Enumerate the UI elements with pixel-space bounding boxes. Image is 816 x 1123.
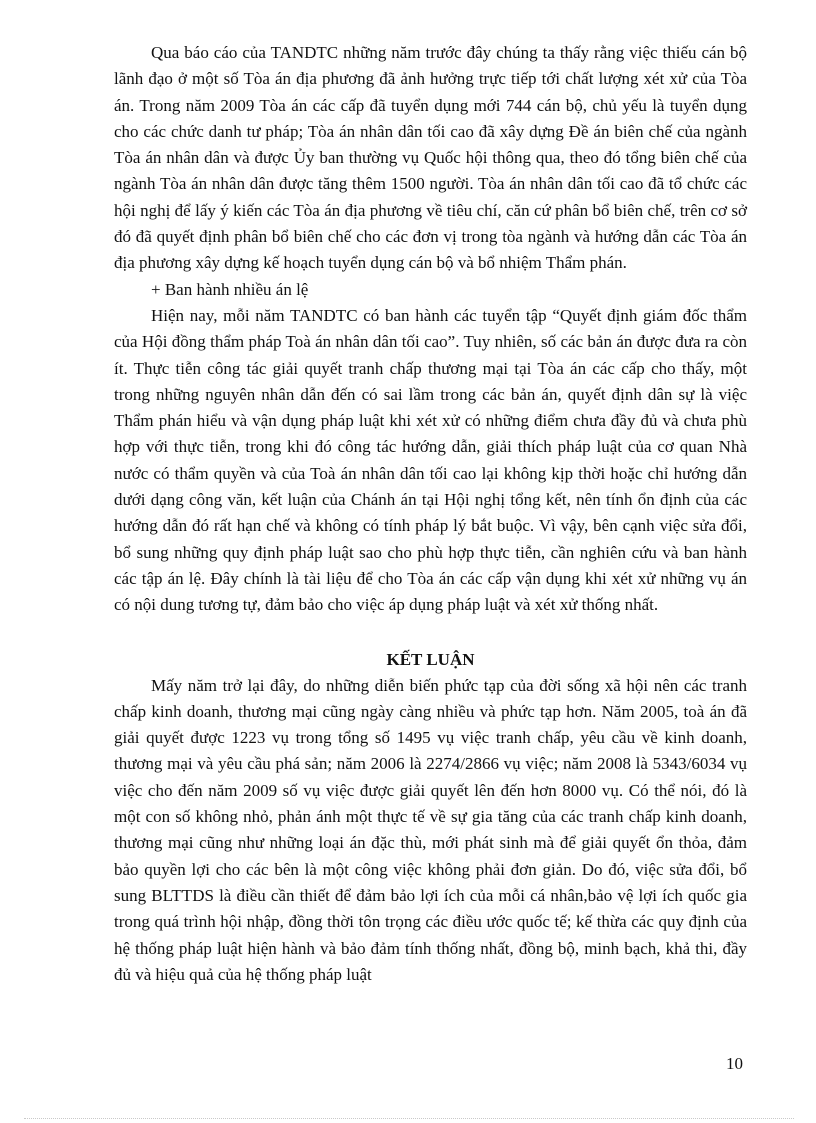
bullet-precedents: + Ban hành nhiều án lệ	[151, 279, 309, 299]
document-body	[114, 40, 747, 988]
paragraph-precedents: Hiện nay, mỗi năm TANDTC có ban hành các tuyển tập “Quyết định giám đốc thẩm của Hội đồng thẩm pháp Toà án nhân dân tối cao”. Tuy nhiên, số các bản án được đưa ra còn ít. Thực tiễn công tác giải quyết tranh chấp thương mại tại Tòa án các cấp cho thấy, một trong những nguyên nhân dẫn đến có sai lầm trong các bản án, quyết định dân sự là việc Thẩm phán hiểu và vận dụng pháp luật khi xét xử có những điểm chưa đầy đủ và chưa phù hợp với thực tiễn, trong khi đó công tác hướng dẫn, giải thích pháp luật của cơ quan Nhà nước có thẩm quyền và của Toà án nhân dân tối cao lại không kịp thời hoặc chỉ hướng dẫn dưới dạng công văn, kết luận của Chánh án tại Hội nghị tổng kết, nên tính ổn định của các hướng dẫn đó rất hạn chế và không có tính pháp lý bắt buộc. Vì vậy, bên cạnh việc sửa đổi, bổ sung những quy định pháp luật sao cho phù hợp thực tiễn, cần nghiên cứu và ban hành các tập án lệ. Đây chính là tài liệu để cho Tòa án các cấp vận dụng khi xét xử những vụ án có nội dung tương tự, đảm bảo cho việc áp dụng pháp luật và xét xử thống nhất.	[114, 305, 747, 615]
conclusion-heading: KẾT LUẬN	[386, 649, 475, 669]
page-bottom-divider	[24, 1118, 794, 1119]
conclusion-paragraph: Mấy năm trở lại đây, do những diễn biến phức tạp của đời sống xã hội nên các tranh chấp kinh doanh, thương mại cũng ngày càng nhiều và phức tạp hơn. Năm 2005, toà án đã giải quyết được 1223 vụ trong tổng số 1495 vụ việc tranh chấp, yêu cầu về kinh doanh, thương mại và yêu cầu phá sản; năm 2006 là 2274/2866 vụ việc; năm 2008 là 5343/6034 vụ việc cho đến năm 2009 số vụ việc được giải quyết lên đến hơn 8000 vụ. Có thể nói, đó là một con số không nhỏ, phản ánh một thực tế về sự gia tăng của các tranh chấp kinh doanh, thương mại cũng như những loại án đặc thù, mới phát sinh mà để giải quyết ổn thỏa, đảm bảo quyền lợi cho các bên là một công việc không phải đơn giản. Do đó, việc sửa đổi, bổ sung BLTTDS là điều cần thiết để đảm bảo lợi ích của mỗi cá nhân,bảo vệ lợi ích quốc gia trong quá trình hội nhập, đồng thời tôn trọng các điều ước quốc tế; kế thừa các quy định của hệ thống pháp luật hiện hành và bảo đảm tính thống nhất, đồng bộ, minh bạch, khả thi, đầy đủ và hiệu quả của hệ thống pháp luật	[114, 675, 747, 984]
section-gap	[114, 619, 747, 647]
paragraph-court-staffing: Qua báo cáo của TANDTC những năm trước đây chúng ta thấy rằng việc thiếu cán bộ lãnh đạo ở một số Tòa án địa phương đã ảnh hưởng trực tiếp tới chất lượng xét xử của Tòa án. Trong năm 2009 Tòa án các cấp đã tuyển dụng mới 744 cán bộ, chủ yếu là tuyển dụng cho các chức danh tư pháp; Tòa án nhân dân tối cao đã xây dựng Đề án biên chế của ngành Tòa án nhân dân và được Ủy ban thường vụ Quốc hội thông qua, theo đó tổng biên chế của ngành Tòa án nhân dân được tăng thêm 1500 người. Tòa án nhân dân tối cao đã tổ chức các hội nghị để lấy ý kiến các Tòa án địa phương về tiêu chí, căn cứ phân bổ biên chế, trên cơ sở đó đã quyết định phân bổ biên chế cho các đơn vị trong tòa ngành và hướng dẫn các Tòa án địa phương xây dựng kế hoạch tuyển dụng cán bộ và bổ nhiệm Thẩm phán.	[114, 43, 747, 273]
page-number: 10	[726, 1054, 743, 1073]
